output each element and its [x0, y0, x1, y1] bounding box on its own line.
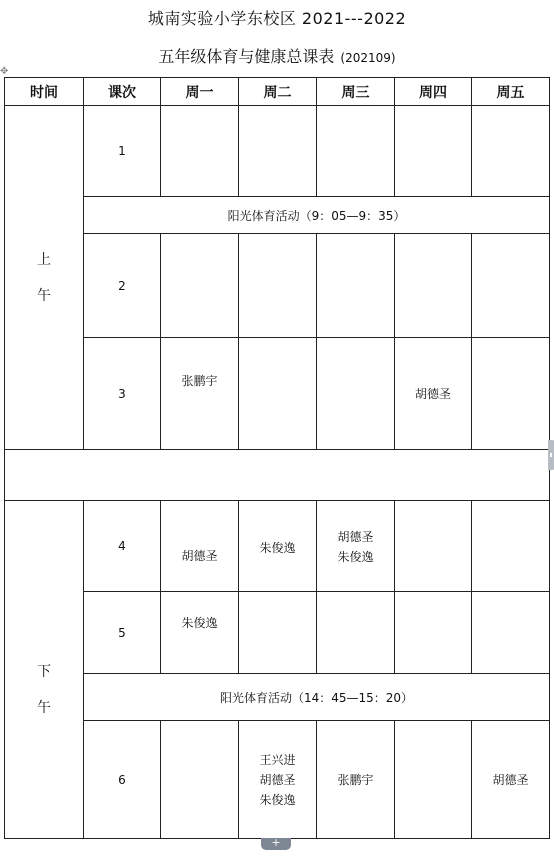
header-wed: 周三	[317, 78, 395, 106]
activity-am: 阳光体育活动（9：05—9：35）	[84, 197, 550, 234]
p1-mon	[161, 106, 239, 197]
am-label-2: 午	[37, 287, 51, 304]
p6-fri	[472, 721, 550, 839]
p1-tue	[239, 106, 317, 197]
table-move-handle-icon[interactable]: ✥	[0, 66, 9, 77]
p6-tue	[239, 721, 317, 839]
period-number: 3	[84, 338, 161, 450]
table-row	[5, 501, 550, 592]
table-row	[5, 592, 550, 674]
p3-fri	[472, 338, 550, 450]
p5-wed	[317, 592, 395, 674]
schedule-title	[0, 44, 554, 67]
teacher-name: 胡德圣	[259, 772, 296, 787]
table-resize-handle[interactable]	[548, 440, 554, 470]
table-row	[5, 106, 550, 197]
table-row	[5, 721, 550, 839]
p3-thu	[395, 338, 472, 450]
teacher-name: 张鹏宇	[337, 773, 374, 787]
p6-mon	[161, 721, 239, 839]
table-row	[5, 674, 550, 721]
p4-mon	[161, 501, 239, 592]
activity-pm: 阳光体育活动（14：45—15：20）	[84, 674, 550, 721]
pm-label-2: 午	[37, 699, 51, 716]
period-number: 2	[84, 234, 161, 338]
teacher-name: 王兴进	[259, 752, 296, 767]
pm-label-1: 下	[37, 663, 51, 680]
table-row	[5, 197, 550, 234]
p2-fri	[472, 234, 550, 338]
p2-thu	[395, 234, 472, 338]
header-thu: 周四	[395, 78, 472, 106]
teacher-name: 胡德圣	[181, 549, 218, 563]
add-row-button[interactable]: +	[261, 838, 291, 850]
schedule-table	[4, 77, 550, 839]
period-number: 5	[84, 592, 161, 674]
table-row	[5, 338, 550, 450]
lunch-gap	[5, 450, 550, 501]
header-tue: 周二	[239, 78, 317, 106]
header-mon: 周一	[161, 78, 239, 106]
p6-thu	[395, 721, 472, 839]
period-number: 6	[84, 721, 161, 839]
p3-wed	[317, 338, 395, 450]
header-period: 课次	[84, 78, 161, 106]
p1-thu	[395, 106, 472, 197]
pm-cell	[5, 501, 84, 839]
header-row	[5, 78, 550, 106]
teacher-name: 朱俊逸	[259, 792, 296, 807]
am-cell	[5, 106, 84, 450]
p2-wed	[317, 234, 395, 338]
p5-thu	[395, 592, 472, 674]
teacher-name: 胡德圣	[492, 773, 529, 787]
teacher-name: 朱俊逸	[181, 616, 218, 630]
p6-wed	[317, 721, 395, 839]
schedule-code: (202109)	[340, 51, 396, 65]
teacher-name: 朱俊逸	[337, 550, 374, 564]
p3-mon	[161, 338, 239, 450]
period-number: 1	[84, 106, 161, 197]
teacher-name: 张鹏宇	[181, 374, 218, 388]
p2-mon	[161, 234, 239, 338]
table-row	[5, 234, 550, 338]
p1-wed	[317, 106, 395, 197]
p4-tue	[239, 501, 317, 592]
teacher-name: 朱俊逸	[259, 541, 296, 555]
p5-tue	[239, 592, 317, 674]
p4-fri	[472, 501, 550, 592]
school-title: 城南实验小学东校区 2021---2022	[147, 9, 407, 28]
p5-fri	[472, 592, 550, 674]
p4-thu	[395, 501, 472, 592]
p1-fri	[472, 106, 550, 197]
schedule-title-text: 五年级体育与健康总课表	[158, 47, 335, 66]
p5-mon	[161, 592, 239, 674]
lunch-gap-row	[5, 450, 550, 501]
header-fri: 周五	[472, 78, 550, 106]
p2-tue	[239, 234, 317, 338]
p4-wed	[317, 501, 395, 592]
period-number: 4	[84, 501, 161, 592]
teacher-name: 胡德圣	[337, 530, 374, 544]
p3-tue	[239, 338, 317, 450]
teacher-name: 胡德圣	[414, 387, 451, 401]
header-time: 时间	[5, 78, 84, 106]
am-label-1: 上	[37, 251, 51, 268]
